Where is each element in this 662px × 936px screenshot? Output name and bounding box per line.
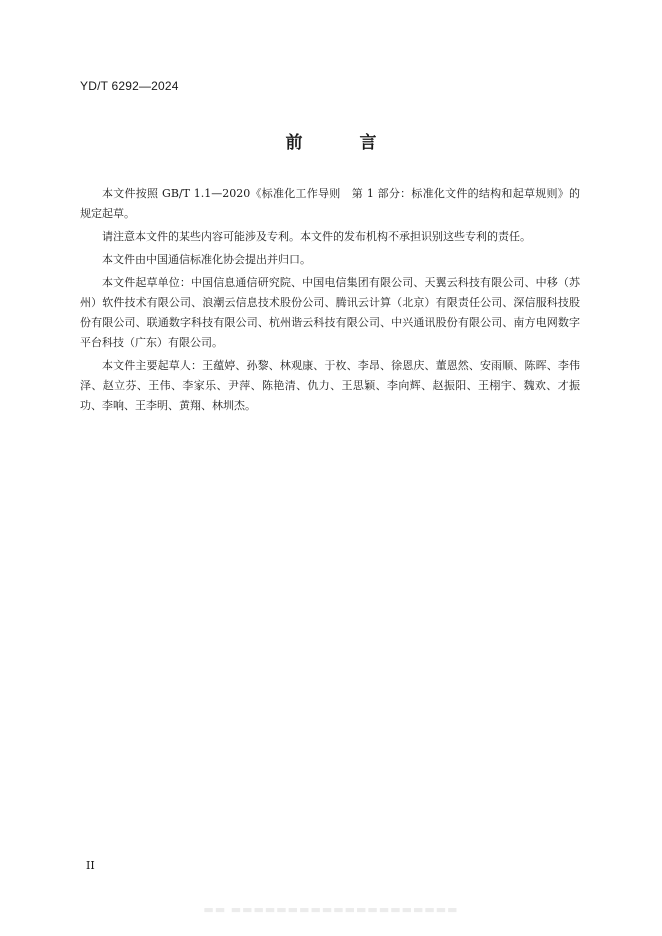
paragraph-drafting-rules: 本文件按照 GB/T 1.1—2020《标准化工作导则 第 1 部分：标准化文件的结构和起草规则》的规定起草。	[80, 187, 580, 220]
paragraph-patent-notice: 请注意本文件的某些内容可能涉及专利。本文件的发布机构不承担识别这些专利的责任。	[102, 230, 531, 243]
paragraph-proposer: 本文件由中国通信标准化协会提出并归口。	[102, 253, 311, 266]
document-code: YD/T 6292—2024	[80, 79, 179, 93]
paragraph-main-drafters: 本文件主要起草人：王蕴婷、孙黎、林观康、于枚、李昂、徐恩庆、董恩然、安雨顺、陈晖、李伟泽、赵立芬、王伟、李家乐、尹萍、陈艳清、仇力、王思颖、李向辉、赵振阳、王栩宇、魏欢、才振功、李响、王李明、黄翔、林圳杰。	[80, 359, 580, 412]
faint-watermark: ▬▬ ▬▬▬▬▬▬▬▬▬▬▬▬▬▬▬▬▬▬▬▬	[203, 903, 459, 916]
body-text	[80, 184, 580, 419]
paragraph-drafting-organizations: 本文件起草单位：中国信息通信研究院、中国电信集团有限公司、天翼云科技有限公司、中移（苏州）软件技术有限公司、浪潮云信息技术股份公司、腾讯云计算（北京）有限责任公司、深信服科技股份有限公司、联通数字科技有限公司、杭州谐云科技有限公司、中兴通讯股份有限公司、南方电网数字平台科技（广东）有限公司。	[80, 276, 580, 349]
page-title: 前 言	[285, 133, 397, 153]
page-number: II	[86, 859, 95, 872]
